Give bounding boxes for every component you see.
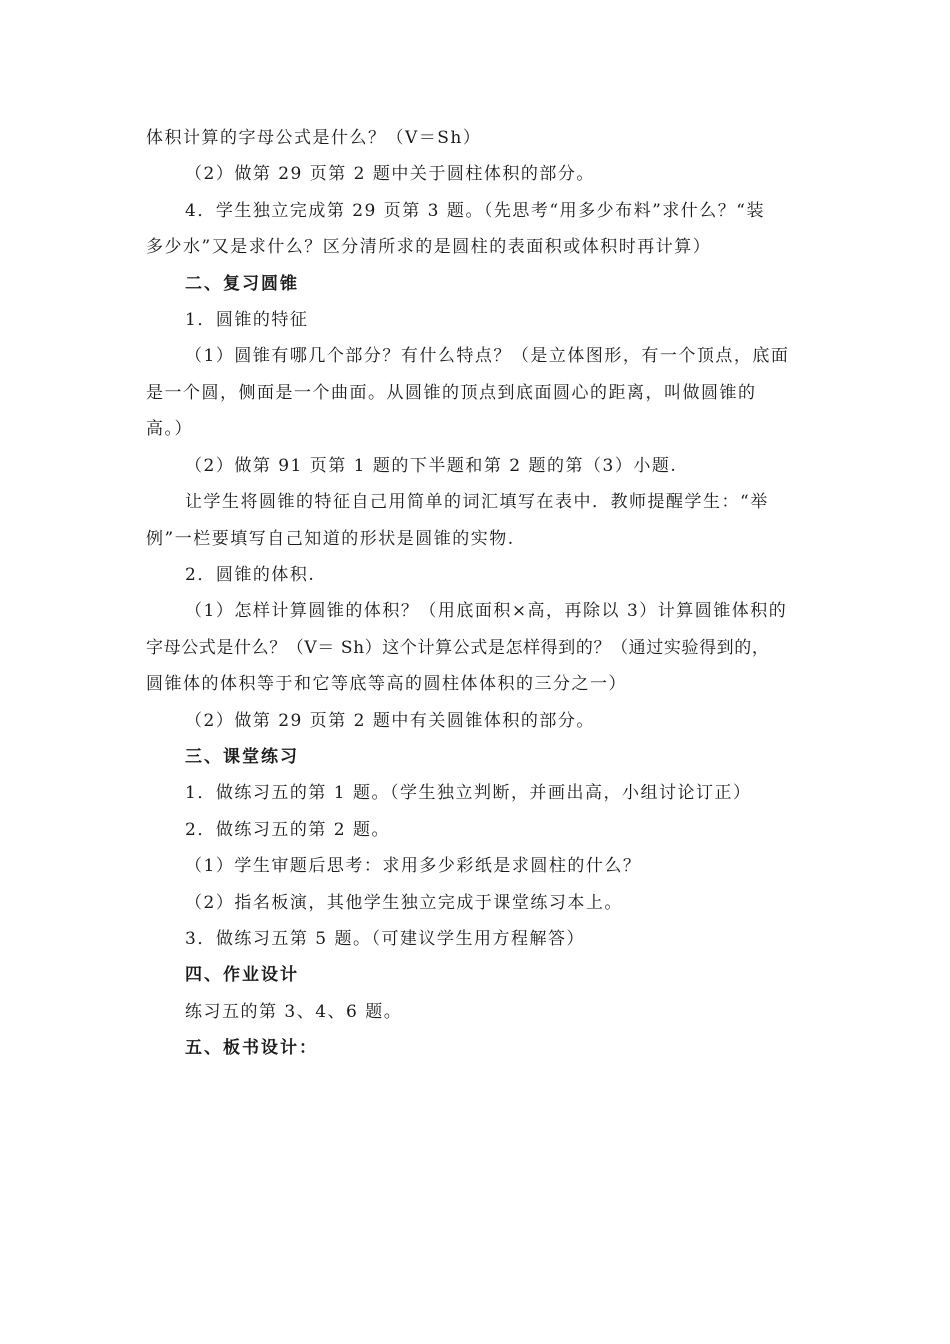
section-heading: 四、作业设计 [185, 965, 299, 985]
text-line: 圆锥体的体积等于和它等底等高的圆柱体体积的三分之一） [146, 674, 627, 694]
section-heading: 三、课堂练习 [185, 747, 299, 767]
text-line: 1．做练习五的第 1 题。（学生独立判断，并画出高，小组讨论订正） [185, 783, 752, 803]
text-line: 让学生将圆锥的特征自己用简单的词汇填写在表中．教师提醒学生：“举 [185, 492, 769, 512]
text-line: 2．做练习五的第 2 题。 [185, 820, 390, 840]
section-heading: 二、复习圆锥 [185, 274, 299, 294]
text-line: （1）学生审题后思考：求用多少彩纸是求圆柱的什么？ [185, 856, 642, 876]
text-line: 高。） [146, 419, 193, 439]
text-line: 4．学生独立完成第 29 页第 3 题。（先思考“用多少布料”求什么？“装 [185, 201, 765, 221]
text-line: 3．做练习五第 5 题。（可建议学生用方程解答） [185, 929, 585, 949]
text-line: 多少水”又是求什么？区分清所求的是圆柱的表面积或体积时再计算） [146, 237, 712, 257]
text-line: （2）指名板演，其他学生独立完成于课堂练习本上。 [185, 893, 623, 913]
text-line: 例”一栏要填写自己知道的形状是圆锥的实物. [146, 529, 515, 549]
text-line: （2）做第 29 页第 2 题中关于圆柱体积的部分。 [185, 164, 595, 184]
text-line: （1）圆锥有哪几个部分？有什么特点？（是立体图形，有一个顶点，底面 [185, 346, 790, 366]
text-line: （1）怎样计算圆锥的体积？（用底面积×高，再除以 3）计算圆锥体积的 [185, 601, 788, 621]
text-line: 2．圆锥的体积. [185, 565, 316, 585]
text-line: 体积计算的字母公式是什么？（V＝Sh） [146, 128, 482, 148]
text-line: 字母公式是什么？（V＝ Sh）这个计算公式是怎样得到的？（通过实验得到的， [146, 638, 770, 658]
text-line: （2）做第 29 页第 2 题中有关圆锥体积的部分。 [185, 711, 595, 731]
text-line: 练习五的第 3、4、6 题。 [185, 1002, 403, 1022]
text-line: （2）做第 91 页第 1 题的下半题和第 2 题的第（3）小题. [185, 456, 678, 476]
text-line: 1．圆锥的特征 [185, 310, 309, 330]
section-heading: 五、板书设计： [185, 1038, 318, 1058]
text-line: 是一个圆，侧面是一个曲面。从圆锥的顶点到底面圆心的距离，叫做圆锥的 [146, 383, 757, 403]
